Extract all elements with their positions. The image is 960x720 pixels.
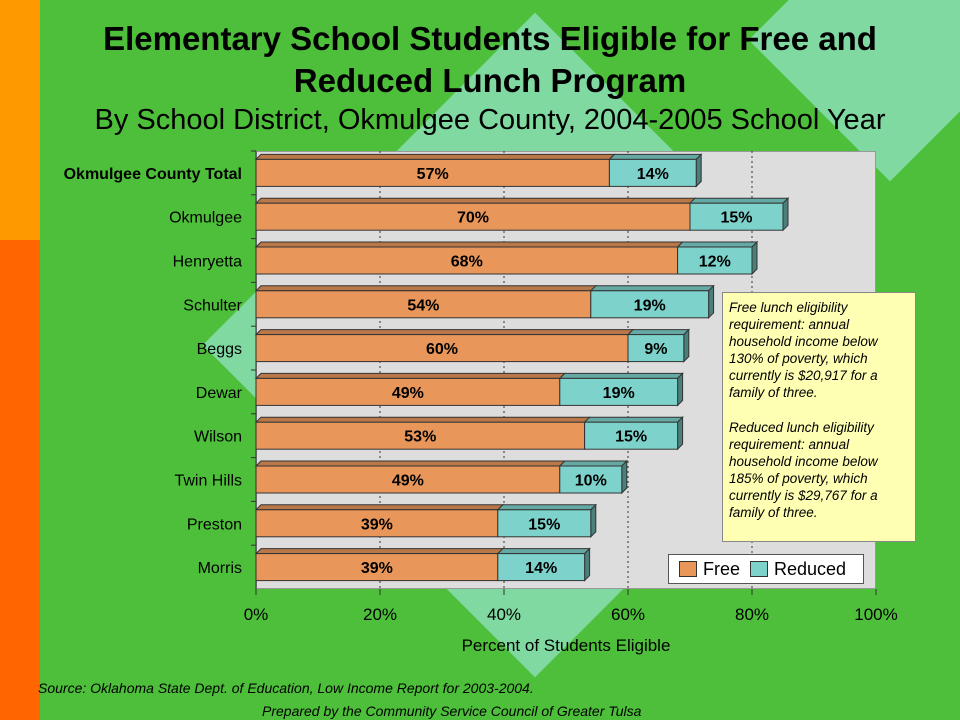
category-label: Schulter	[183, 297, 242, 315]
bar-reduced-label: 15%	[528, 516, 561, 534]
legend	[668, 554, 864, 584]
category-label: Beggs	[196, 341, 242, 359]
chart-title-line-1: Elementary School Students Eligible for Free and	[103, 20, 877, 57]
category-label: Wilson	[193, 428, 242, 446]
x-tick-label: 40%	[486, 605, 522, 624]
bar-free-top	[256, 198, 695, 203]
bar-free-top	[256, 549, 503, 554]
legend-swatch-reduced	[750, 561, 768, 577]
reduced-eligibility-note: Reduced lunch eligibility requirement: annual household income below 185% of poverty, which currently is $29,767 for a family of three.	[729, 420, 878, 520]
bar-reduced-top	[678, 242, 757, 247]
chart-subtitle: By School District, Okmulgee County, 2004-2005 School Year	[94, 104, 886, 136]
bar-free-label: 54%	[407, 297, 440, 315]
bar-reduced-top	[591, 286, 714, 291]
category-label: Okmulgee County Total	[63, 165, 242, 183]
bar-reduced-top	[560, 461, 627, 466]
bar-reduced-top	[560, 373, 683, 378]
bar-reduced-label: 14%	[525, 560, 558, 578]
free-eligibility-note: Free lunch eligibility requirement: annual household income below 130% of poverty, which currently is $20,917 for a family of three.	[729, 300, 878, 400]
bar-reduced-top	[690, 198, 788, 203]
bar-free-label: 53%	[404, 428, 437, 446]
category-label: Morris	[197, 560, 242, 578]
bar-reduced-label: 15%	[720, 209, 753, 227]
x-tick-label: 20%	[362, 605, 398, 624]
bar-free-label: 49%	[391, 384, 424, 402]
bar-free-label: 39%	[360, 516, 393, 534]
bar-reduced-side	[684, 330, 689, 362]
legend-label-reduced: Reduced	[774, 558, 847, 579]
bar-reduced-side	[678, 373, 683, 405]
bar-free-top	[256, 373, 565, 378]
bar-reduced-top	[628, 330, 689, 335]
bar-reduced-side	[585, 549, 590, 581]
bar-reduced-label: 9%	[644, 341, 668, 359]
category-label: Okmulgee	[169, 209, 242, 227]
x-tick-label: 100%	[854, 605, 898, 624]
bar-reduced-top	[609, 154, 701, 159]
bar-reduced-side	[591, 505, 596, 537]
bar-reduced-side	[709, 286, 714, 318]
x-tick-label: 60%	[610, 605, 646, 624]
bar-free-label: 70%	[456, 209, 490, 227]
bar-reduced-label: 12%	[698, 253, 731, 271]
category-label: Dewar	[195, 384, 242, 402]
bar-free-label: 57%	[416, 165, 449, 183]
bar-reduced-label: 14%	[636, 165, 669, 183]
category-label: Henryetta	[172, 253, 242, 271]
legend-label-free: Free	[703, 558, 741, 579]
bar-reduced-label: 15%	[615, 428, 648, 446]
bar-free-top	[256, 286, 596, 291]
legend-swatch-free	[679, 561, 697, 577]
bar-free-label: 49%	[391, 472, 424, 490]
bar-reduced-label: 19%	[633, 297, 666, 315]
bar-free-top	[256, 417, 590, 422]
bar-free-top	[256, 461, 565, 466]
bar-reduced-side	[622, 461, 627, 493]
prepared-by: Prepared by the Community Service Council of Greater Tulsa	[262, 703, 642, 719]
bar-reduced-side	[752, 242, 757, 274]
bar-free-top	[256, 242, 683, 247]
bar-reduced-side	[783, 198, 788, 230]
x-tick-label: 0%	[243, 605, 269, 624]
bar-free-label: 60%	[425, 341, 459, 359]
bar-free-label: 68%	[450, 253, 483, 271]
bar-reduced-side	[696, 154, 701, 186]
chart-title-line-2: Reduced Lunch Program	[293, 62, 687, 99]
eligibility-note	[722, 292, 916, 542]
source-note: Source: Oklahoma State Dept. of Education, Low Income Report for 2003-2004.	[38, 680, 534, 696]
bar-free-top	[256, 154, 614, 159]
bar-free-top	[256, 330, 633, 335]
x-axis-title: Percent of Students Eligible	[461, 636, 671, 655]
bar-reduced-top	[498, 549, 590, 554]
bar-reduced-top	[498, 505, 596, 510]
bar-reduced-label: 10%	[574, 472, 607, 490]
x-tick-label: 80%	[734, 605, 770, 624]
category-label: Preston	[186, 516, 242, 534]
bar-free-label: 39%	[360, 560, 393, 578]
bar-reduced-side	[678, 417, 683, 449]
category-label: Twin Hills	[174, 472, 242, 490]
bar-reduced-top	[585, 417, 683, 422]
bar-free-top	[256, 505, 503, 510]
bar-reduced-label: 19%	[602, 384, 635, 402]
